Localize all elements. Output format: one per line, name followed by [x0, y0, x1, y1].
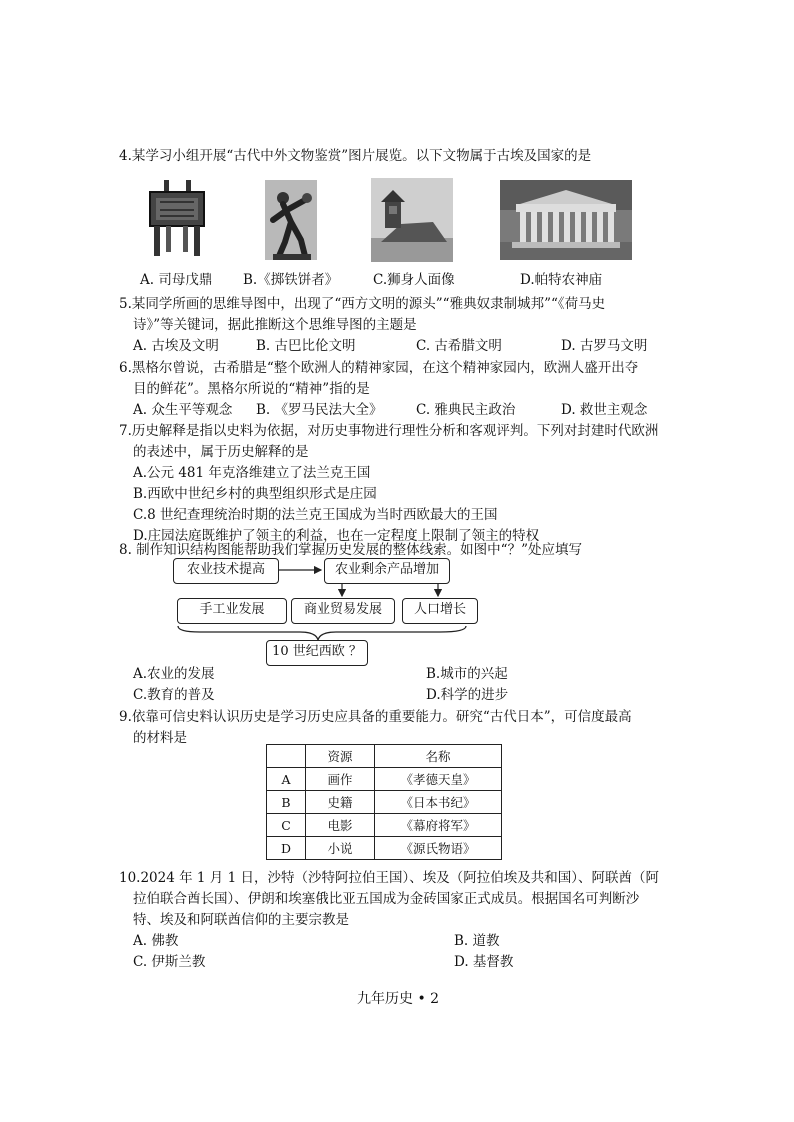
- q7-stem-line-2: 的表述中，属于历史解释的是: [133, 444, 309, 460]
- diagram-box-population: 人口增长: [402, 598, 478, 624]
- table-cell: 《日本书纪》: [375, 791, 502, 814]
- q6-option-b: B. 《罗马民法大全》: [256, 402, 383, 418]
- table-row: [267, 768, 502, 791]
- table-row: [267, 791, 502, 814]
- q4-stem: 4.某学习小组开展“古代中外文物鉴赏”图片展览。以下文物属于古埃及国家的是: [119, 148, 592, 164]
- table-cell: C: [267, 814, 306, 837]
- q8-stem: 8. 制作知识结构图能帮助我们掌握历史发展的整体线索。如图中“？”处应填写: [119, 542, 582, 558]
- table-cell: 画作: [306, 768, 375, 791]
- q8-option-c: C.教育的普及: [133, 687, 215, 703]
- q4-option-d: D.帕特农神庙: [520, 272, 603, 288]
- diagram-box-western-europe: 10 世纪西欧 ？: [266, 640, 368, 666]
- q4-option-a: A. 司母戊鼎: [140, 272, 213, 288]
- source-table: [266, 744, 502, 860]
- q9-stem-line-1: 9.依靠可信史料认识历史是学习历史应具备的重要能力。研究“古代日本”，可信度最高: [119, 709, 632, 725]
- q6-option-d: D. 救世主观念: [561, 402, 648, 418]
- diagram-box-commerce: 商业贸易发展: [291, 598, 395, 624]
- q10-stem-line-3: 特、埃及和阿联酋信仰的主要宗教是: [133, 912, 349, 928]
- q4-option-c: C.狮身人面像: [373, 272, 455, 288]
- table-cell: 《孝德天皇》: [375, 768, 502, 791]
- q5-option-c: C. 古希腊文明: [416, 338, 502, 354]
- q7-option-c: C.8 世纪查理统治时期的法兰克王国成为当时西欧最大的王国: [133, 507, 498, 523]
- q8-option-b: B.城市的兴起: [426, 666, 508, 682]
- table-cell: 《幕府将军》: [375, 814, 502, 837]
- q5-stem-line-2: 诗》”等关键词，据此推断这个思维导图的主题是: [133, 317, 417, 333]
- table-cell: B: [267, 791, 306, 814]
- q6-option-c: C. 雅典民主政治: [416, 402, 516, 418]
- q7-option-d: D.庄园法庭既维护了领主的利益，也在一定程度上限制了领主的特权: [133, 528, 540, 544]
- q5-stem-line-1: 5.某同学所画的思维导图中，出现了“西方文明的源头”“雅典奴隶制城邦”“《荷马史: [119, 296, 606, 312]
- table-header: 名称: [375, 745, 502, 768]
- q10-option-d: D. 基督教: [454, 954, 514, 970]
- q10-option-b: B. 道教: [454, 933, 500, 949]
- q4-option-b: B.《掷铁饼者》: [243, 272, 339, 288]
- q7-option-a: A.公元 481 年克洛维建立了法兰克王国: [133, 465, 371, 481]
- table-cell: 《源氏物语》: [375, 837, 502, 860]
- q8-option-a: A.农业的发展: [133, 666, 215, 682]
- diagram-box-agri-tech: 农业技术提高: [173, 558, 279, 584]
- q6-stem-line-2: 目的鲜花”。黑格尔所说的“精神”指的是: [133, 381, 370, 397]
- q8-option-d: D.科学的进步: [426, 687, 509, 703]
- q10-option-c: C. 伊斯兰教: [133, 954, 206, 970]
- diagram-box-agri-surplus: 农业剩余产品增加: [324, 558, 450, 584]
- diagram-box-handicraft: 手工业发展: [177, 598, 287, 624]
- table-header: 资源: [306, 745, 375, 768]
- q10-option-a: A. 佛教: [133, 933, 179, 949]
- table-cell: 史籍: [306, 791, 375, 814]
- q7-option-b: B.西欧中世纪乡村的典型组织形式是庄园: [133, 486, 377, 502]
- q5-option-b: B. 古巴比伦文明: [256, 338, 356, 354]
- q10-stem-line-1: 10.2024 年 1 月 1 日，沙特（沙特阿拉伯王国）、埃及（阿拉伯埃及共和国）、阿联酋（阿: [119, 870, 659, 886]
- table-row: [267, 814, 502, 837]
- q5-option-d: D. 古罗马文明: [561, 338, 648, 354]
- table-header-row: [267, 745, 502, 768]
- q6-option-a: A. 众生平等观念: [133, 402, 233, 418]
- page-footer: 九年历史 • 2: [357, 991, 440, 1007]
- table-row: [267, 837, 502, 860]
- q10-stem-line-2: 拉伯联合酋长国）、伊朗和埃塞俄比亚五国成为金砖国家正式成员。根据国名可判断沙: [133, 891, 640, 907]
- table-header: [267, 745, 306, 768]
- table-cell: 电影: [306, 814, 375, 837]
- table-cell: 小说: [306, 837, 375, 860]
- q9-stem-line-2: 的材料是: [133, 730, 187, 746]
- q6-stem-line-1: 6.黑格尔曾说，古希腊是“整个欧洲人的精神家园，在这个精神家园内，欧洲人盛开出夺: [119, 360, 639, 376]
- table-cell: D: [267, 837, 306, 860]
- table-cell: A: [267, 768, 306, 791]
- q5-option-a: A. 古埃及文明: [133, 338, 219, 354]
- q7-stem-line-1: 7.历史解释是指以史料为依据，对历史事物进行理性分析和客观评判。下列对封建时代欧洲: [119, 423, 659, 439]
